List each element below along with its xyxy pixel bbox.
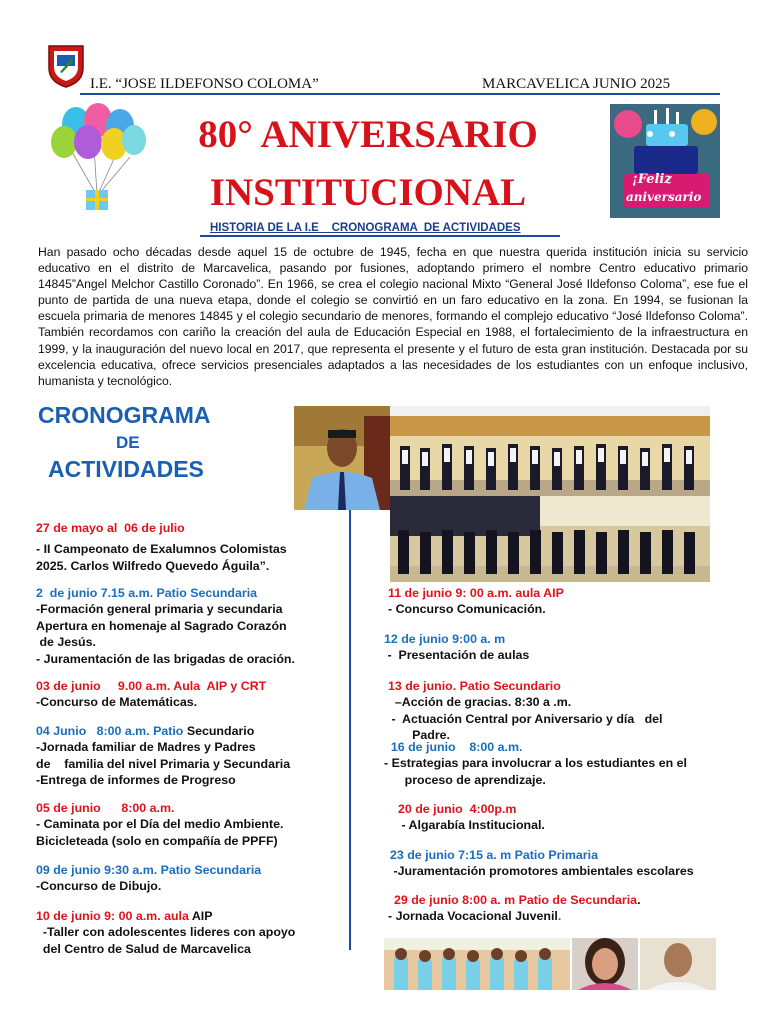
teacher-portrait-photo: [294, 406, 390, 510]
event-date-tail: .: [637, 893, 641, 907]
balloons-image: [44, 102, 150, 214]
event-line: - II Campeonato de Exalumnos Colomistas: [36, 542, 287, 557]
event-line: - Caminata por el Día del medio Ambiente.: [36, 817, 284, 832]
bottom-group-photo: [384, 938, 570, 990]
bottom-portrait-woman: [572, 938, 638, 990]
title-line-1: 80° ANIVERSARIO: [198, 113, 538, 156]
subheading-divider: [200, 235, 560, 237]
event-left-1: [36, 520, 346, 574]
event-date: 10 de junio 9: 00 a.m. aula: [36, 909, 189, 923]
event-line: proceso de aprendizaje.: [384, 772, 546, 787]
event-line: -Entrega de informes de Progreso: [36, 773, 236, 788]
event-left-3: [36, 678, 346, 711]
event-line: de familia del nivel Primaria y Secundaria: [36, 756, 291, 771]
event-date: 04 Junio 8:00 a.m. Patio: [36, 724, 184, 738]
event-right-6: [390, 847, 760, 880]
event-date: 20 de junio 4:00p.m: [398, 802, 517, 816]
event-line: - Estrategias para involucrar a los estudiantes en el: [384, 756, 687, 771]
event-right-2: [384, 631, 754, 664]
event-line: Padre.: [388, 728, 450, 743]
event-line: Apertura en homenaje al Sagrado Corazón: [36, 618, 287, 633]
event-line: de Jesús.: [36, 635, 96, 650]
event-date-tail: Secundario: [183, 724, 255, 738]
event-line: -Concurso de Dibujo.: [36, 879, 162, 894]
event-date: 2 de junio 7.15 a.m. Patio Secundaria: [36, 586, 258, 600]
event-line: -Taller con adolescentes lideres con apoyo: [36, 925, 296, 940]
event-date: 27 de mayo al 06 de julio: [36, 521, 185, 535]
column-divider: [349, 510, 351, 950]
event-date: 29 de junio 8:00 a. m Patio de Secundaria: [394, 893, 638, 907]
event-line: - Jornada Vocacional Juvenil: [388, 909, 558, 924]
event-right-1: [388, 585, 758, 618]
event-line: -Juramentación promotores ambientales escolares: [390, 864, 694, 879]
event-line: del Centro de Salud de Marcavelica: [36, 941, 251, 956]
event-right-7: [388, 892, 758, 925]
event-left-6: [36, 862, 346, 895]
event-date: 13 de junio. Patio Secundario: [388, 679, 561, 693]
event-right-3: [388, 678, 758, 744]
event-date: 12 de junio 9:00 a. m: [384, 632, 506, 646]
group-photo-teachers: [390, 406, 710, 496]
event-line: -Concurso de Matemáticas.: [36, 695, 198, 710]
event-line: -Formación general primaria y secundaria: [36, 602, 283, 617]
event-date: 09 de junio 9:30 a.m. Patio Secundaria: [36, 863, 262, 877]
header-divider: [80, 93, 720, 95]
event-left-2: [36, 585, 346, 667]
event-right-4: [384, 739, 764, 788]
event-line: -Jornada familiar de Madres y Padres: [36, 740, 256, 755]
cronograma-title: CRONOGRAMA: [38, 402, 211, 428]
cake-text-aniversario: aniversario: [626, 190, 702, 204]
event-date: 03 de junio 9.00 a.m. Aula AIP y CRT: [36, 679, 267, 693]
event-line: - Juramentación de las brigadas de oración.: [36, 651, 295, 666]
group-photo-staff: [390, 496, 710, 582]
event-date: 16 de junio 8:00 a.m.: [384, 740, 523, 754]
school-crest-logo: [46, 42, 86, 88]
event-date-tail: AIP: [188, 909, 213, 923]
event-right-5: [398, 801, 758, 834]
event-left-5: [36, 800, 346, 849]
subheading: HISTORIA DE LA I.E CRONOGRAMA DE ACTIVIDADES: [210, 222, 521, 234]
history-paragraph: Han pasado ocho décadas desde aquel 15 de octubre de 1945, fecha en que nuestra querida institución inicia su servicio educativo en el distrito de Marcavelica, pasando por fusiones, adoptando primero el nombre Centro educativo primario 14845”Angel Melchor Castillo Coronado”. En 1966, se crea el colegio nacional Mixto “General José Ildefonso Coloma”, ese fue el punto de partida de una nueva etapa, donde el colegio se convirtió en un faro educativo en la zona. En 1994, se fusionan la escuela primaria de menores 14845 y el colegio secundario de menores, formando el complejo educativo “José Ildefonso Coloma”. También recordamos con cariño la creación del aula de Educación Especial en 1988, el fortalecimiento de la infraestructura en 1999, y la inauguración del nuevo local en 2017, que representa el presente y el futuro de esta gran institución. Destacada por su excelencia educativa, ofrece servicios presenciales adaptados a las necesidades de los estudiantes con un enfoque inclusivo, humanista y tecnológico.: [38, 245, 748, 388]
event-date: 23 de junio 7:15 a. m Patio Primaria: [390, 848, 598, 862]
title-line-2: INSTITUCIONAL: [209, 171, 527, 214]
event-left-7: [36, 908, 346, 957]
event-line: - Concurso Comunicación.: [388, 602, 546, 617]
event-line: - Presentación de aulas: [384, 648, 530, 663]
bottom-portrait-man: [640, 938, 716, 990]
cronograma-de: DE: [116, 433, 140, 452]
event-line: –Acción de gracias. 8:30 a .m.: [388, 695, 572, 710]
school-name: I.E. “JOSE ILDEFONSO COLOMA”: [90, 76, 319, 92]
cake-text-feliz: ¡Feliz: [632, 172, 672, 187]
birthday-cake-image: [610, 104, 720, 218]
event-date: 05 de junio 8:00 a.m.: [36, 801, 175, 815]
event-line: - Actuación Central por Aniversario y día del: [388, 711, 663, 726]
cronograma-actividades: ACTIVIDADES: [48, 456, 204, 482]
event-line: Bicicleteada (solo en compañía de PPFF): [36, 833, 278, 848]
event-left-4: [36, 723, 346, 789]
event-date: 11 de junio 9: 00 a.m. aula AIP: [388, 586, 564, 600]
place-date: MARCAVELICA JUNIO 2025: [482, 76, 671, 92]
event-line: - Algarabía Institucional.: [398, 818, 545, 833]
event-line-tail: .: [557, 909, 562, 924]
event-line: 2025. Carlos Wilfredo Quevedo Águila”.: [36, 558, 270, 573]
